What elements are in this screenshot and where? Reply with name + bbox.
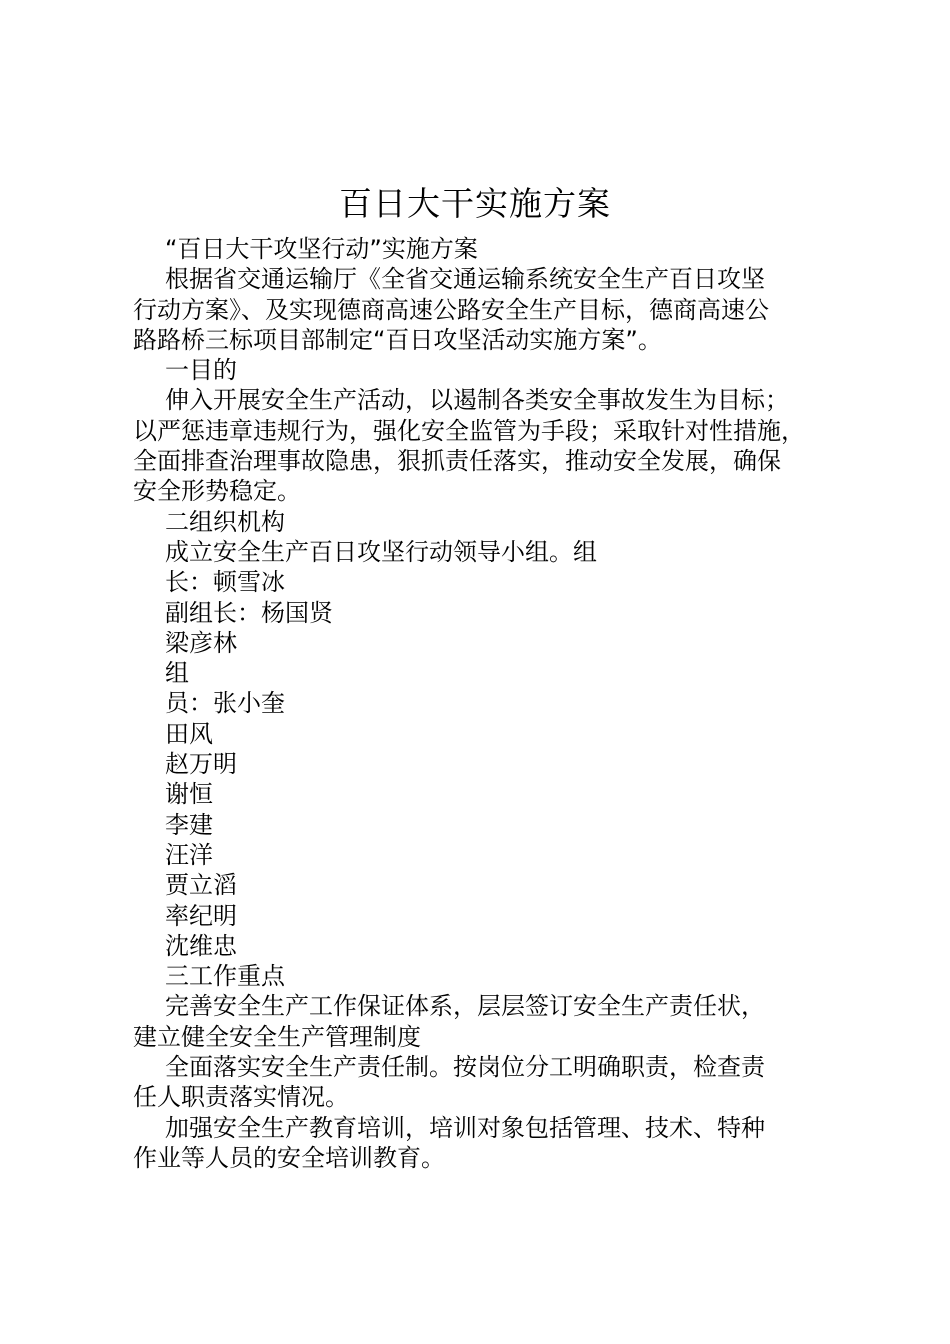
text-line: 全面排查治理事故隐患，狠抓责任落实，推动安全发展，确保 [133, 447, 781, 476]
text-line: 二组织机构 [165, 507, 285, 536]
document-title: 百日大干实施方案 [339, 184, 611, 223]
text-line: 根据省交通运输厅《全省交通运输系统安全生产百日攻坚 [165, 265, 765, 294]
text-line: 成立安全生产百日攻坚行动领导小组。组 [165, 537, 597, 566]
text-line: 以严惩违章违规行为，强化安全监管为手段；采取针对性措施， [133, 416, 805, 445]
text-line: 一目的 [165, 356, 237, 385]
text-line: 梁彦林 [165, 628, 237, 657]
text-line: 加强安全生产教育培训，培训对象包括管理、技术、特种 [165, 1113, 765, 1142]
text-line: 建立健全安全生产管理制度 [133, 1022, 421, 1051]
text-line: 长：顿雪冰 [165, 568, 285, 597]
text-line: 伸入开展安全生产活动，以遏制各类安全事故发生为目标； [165, 386, 789, 415]
text-line: “百日大干攻坚行动”实施方案 [165, 235, 478, 263]
text-line: 副组长：杨国贤 [165, 598, 333, 627]
text-line: 谢恒 [165, 780, 213, 809]
text-line: 贾立滔 [165, 871, 237, 900]
text-line: 员：张小奎 [165, 689, 285, 718]
text-line: 李建 [165, 810, 213, 839]
text-line: 沈维忠 [165, 931, 237, 960]
text-line: 路路桥三标项目部制定“百日攻坚活动实施方案”。 [133, 325, 662, 354]
text-line: 作业等人员的安全培训教育。 [133, 1143, 445, 1172]
text-line: 三工作重点 [165, 962, 285, 991]
text-line: 汪洋 [165, 840, 213, 869]
text-line: 任人职责落实情况。 [133, 1083, 349, 1112]
text-line: 安全形势稳定。 [133, 477, 301, 506]
text-line: 行动方案》、及实现德商高速公路安全生产目标，德商高速公 [133, 295, 769, 324]
text-line: 田风 [165, 719, 213, 748]
text-line: 率纪明 [165, 901, 237, 930]
text-line: 组 [165, 659, 189, 688]
text-line: 全面落实安全生产责任制。按岗位分工明确职责，检查责 [165, 1053, 765, 1082]
text-line: 完善安全生产工作保证体系，层层签订安全生产责任状， [165, 992, 765, 1021]
text-line: 赵万明 [165, 750, 237, 779]
document-body [133, 234, 853, 1173]
